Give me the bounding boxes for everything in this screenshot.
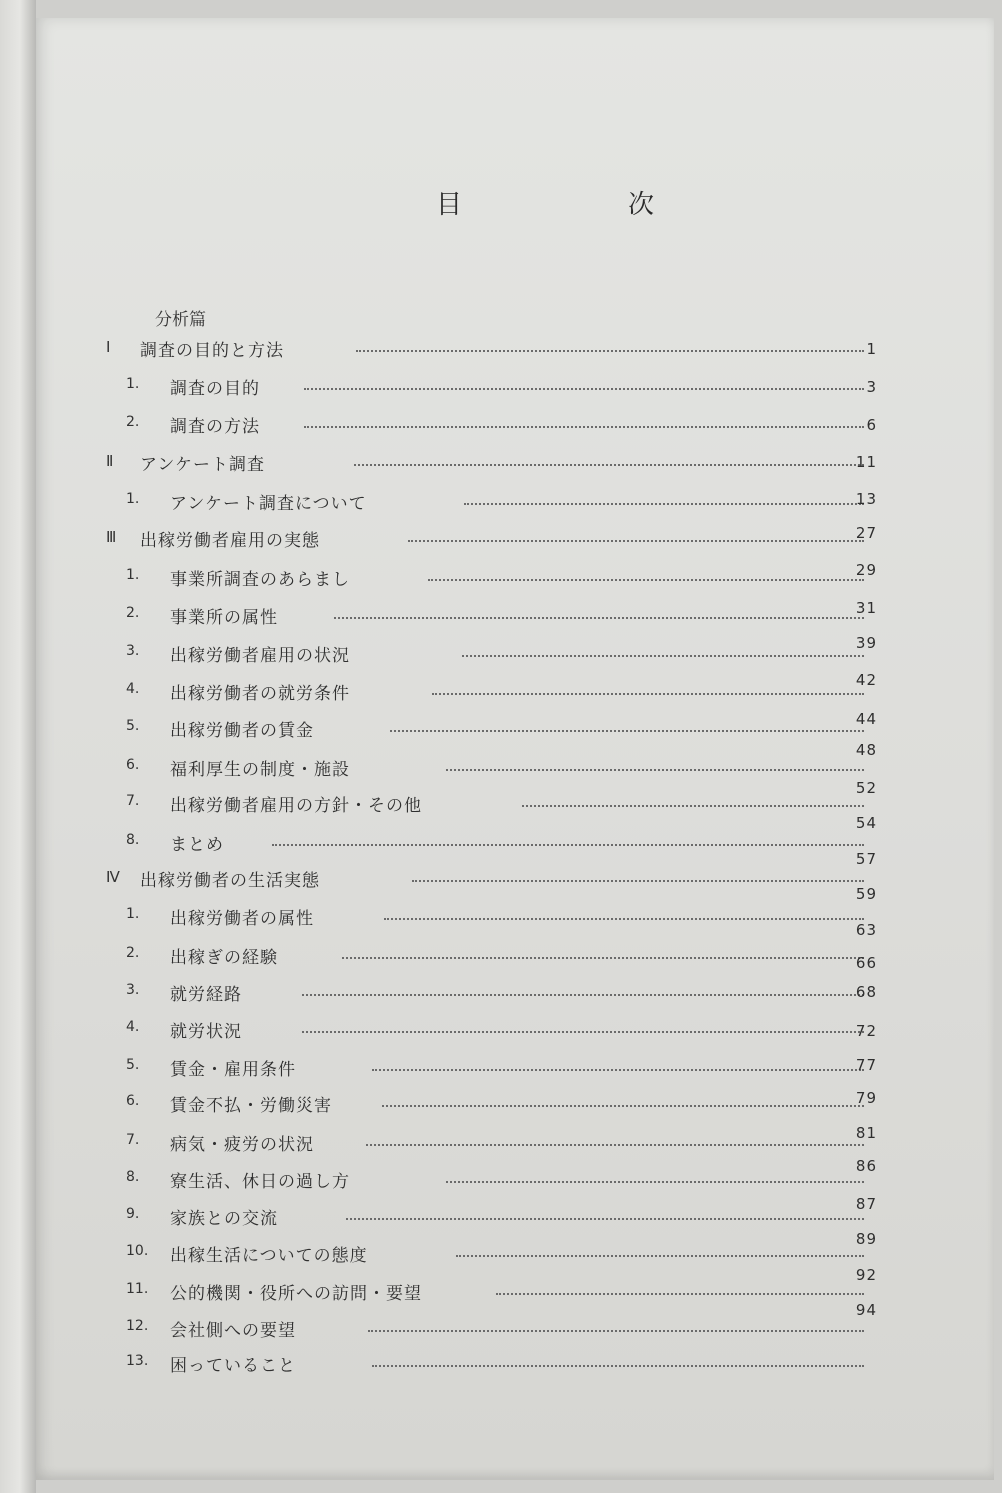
toc-page-number: 11 <box>855 453 877 471</box>
toc-entry-label: 出稼ぎの経験 <box>170 948 278 968</box>
toc-page-number-row <box>36 595 994 621</box>
toc-page-number-row <box>36 1018 994 1044</box>
toc-page-number-row <box>36 1052 994 1078</box>
dot-leader <box>456 1255 864 1257</box>
toc-page-number: 1 <box>866 340 877 358</box>
toc-entry-number: 4. <box>126 1019 140 1035</box>
toc-page-number: 89 <box>855 1230 877 1248</box>
toc-entry-label: まとめ <box>170 835 224 855</box>
dot-leader <box>446 769 864 771</box>
toc-entry-number: 1. <box>126 376 140 392</box>
toc-page-number-row <box>36 881 994 907</box>
toc-entry-number: 1. <box>126 491 140 507</box>
page-title <box>436 184 656 221</box>
toc-entry-number: Ⅳ <box>106 868 120 886</box>
toc-entry-label: 賃金・雇用条件 <box>170 1060 296 1080</box>
toc-entry <box>36 1351 994 1377</box>
toc-page-number: 48 <box>855 741 877 759</box>
toc-page-number: 59 <box>855 885 877 903</box>
toc-page-number: 77 <box>855 1056 877 1074</box>
toc-page-number: 13 <box>855 490 877 508</box>
toc-page-number: 6 <box>866 416 877 434</box>
dot-leader <box>522 805 864 807</box>
toc-entry-number: 2. <box>126 605 140 621</box>
toc-entry-number: Ⅱ <box>106 452 114 470</box>
toc-page-number-row <box>36 1120 994 1146</box>
toc-entry-number: 10. <box>126 1243 149 1259</box>
toc-entry-number: 5. <box>126 1057 140 1073</box>
toc-entry-number: 6. <box>126 757 140 773</box>
toc-entry-number: 11. <box>126 1281 149 1297</box>
toc-page-number-row <box>36 667 994 693</box>
facing-page-edge <box>0 0 36 1493</box>
toc-entry-label: 寮生活、休日の過し方 <box>170 1172 350 1192</box>
toc-entry-label: アンケート調査 <box>140 455 265 475</box>
dot-leader <box>346 1218 864 1220</box>
toc-page-number-row <box>36 706 994 732</box>
toc-entry-number: 7. <box>126 1132 140 1148</box>
toc-page-number-row <box>36 775 994 801</box>
toc-entry-number: 9. <box>126 1206 140 1222</box>
toc-page-number-row <box>36 557 994 583</box>
toc-entry-label: 出稼労働者の賃金 <box>170 721 314 741</box>
toc-entry-label: 家族との交流 <box>170 1209 278 1229</box>
toc-page-number: 87 <box>855 1195 877 1213</box>
toc-entry-label: 出稼労働者の属性 <box>170 909 314 929</box>
title-char-2: 次 <box>627 190 656 220</box>
toc-page-number: 86 <box>855 1157 877 1175</box>
toc-page-number-row <box>36 1153 994 1179</box>
dot-leader <box>446 1181 864 1183</box>
toc-page-number: 63 <box>855 921 877 939</box>
toc-page-number: 3 <box>866 378 877 396</box>
toc-entry-number: 1. <box>126 567 140 583</box>
toc-page-number: 72 <box>855 1022 877 1040</box>
toc-entry-number: 3. <box>126 982 140 998</box>
toc-page-number-row <box>36 950 994 976</box>
toc-page-number-row <box>36 449 994 475</box>
toc-entry-label: 調査の方法 <box>170 417 260 437</box>
toc-page-number-row <box>36 374 994 400</box>
toc-page-number-row <box>36 846 994 872</box>
document-page <box>36 18 994 1480</box>
toc-entry-number: 7. <box>126 793 140 809</box>
dot-leader <box>432 693 864 695</box>
toc-entry-number: 4. <box>126 681 140 697</box>
toc-entry-number: 12. <box>126 1318 149 1334</box>
toc-entry-label: 調査の目的 <box>170 379 260 399</box>
toc-entry-label: 出稼労働者雇用の実態 <box>140 531 320 551</box>
toc-page-number-row <box>36 336 994 362</box>
toc-entry-label: 出稼労働者雇用の状況 <box>170 646 350 666</box>
toc-entry-label: 出稼生活についての態度 <box>170 1246 368 1266</box>
toc-page-number: 57 <box>855 850 877 868</box>
toc-page-number: 66 <box>855 954 877 972</box>
toc-entry-label: 就労経路 <box>170 985 242 1005</box>
toc-entry-label: 困っていること <box>170 1356 296 1376</box>
toc-entry-number: Ⅲ <box>106 528 117 546</box>
toc-entry-label: 就労状況 <box>170 1022 242 1042</box>
toc-page-number: 94 <box>855 1301 877 1319</box>
section-heading: 分析篇 <box>155 310 206 330</box>
dot-leader <box>372 1365 864 1367</box>
toc-entry-label: 賃金不払・労働災害 <box>170 1096 332 1116</box>
toc-page-number: 79 <box>855 1089 877 1107</box>
toc-entry-number: 2. <box>126 945 140 961</box>
dot-leader <box>496 1293 864 1295</box>
toc-entry-label: 事業所の属性 <box>170 608 278 628</box>
toc-page-number: 39 <box>855 634 877 652</box>
dot-leader <box>368 1330 864 1332</box>
toc-entry-number: 8. <box>126 832 140 848</box>
toc-page-number-row <box>36 810 994 836</box>
toc-page-number: 29 <box>855 561 877 579</box>
toc-entry-number: 6. <box>126 1093 140 1109</box>
toc-page-number-row <box>36 1297 994 1323</box>
toc-page-number-row <box>36 1226 994 1252</box>
toc-entry-label: 出稼労働者の就労条件 <box>170 684 350 704</box>
toc-entry-number: 8. <box>126 1169 140 1185</box>
toc-page-number-row <box>36 737 994 763</box>
toc-entry-number: 5. <box>126 718 140 734</box>
toc-page-number-row <box>36 1191 994 1217</box>
toc-entry-label: 出稼労働者雇用の方針・その他 <box>170 796 422 816</box>
toc-entry-label: 会社側への要望 <box>170 1321 296 1341</box>
toc-page-number: 81 <box>855 1124 877 1142</box>
toc-page-number: 68 <box>855 983 877 1001</box>
toc-page-number-row <box>36 1262 994 1288</box>
toc-entry-label: 福利厚生の制度・施設 <box>170 760 350 780</box>
toc-page-number-row <box>36 520 994 546</box>
toc-page-number: 42 <box>855 671 877 689</box>
toc-page-number-row <box>36 486 994 512</box>
toc-entry-number: 2. <box>126 414 140 430</box>
toc-page-number-row <box>36 1085 994 1111</box>
title-char-1: 目 <box>436 190 465 220</box>
toc-entry-number: Ⅰ <box>106 338 111 356</box>
toc-page-number: 31 <box>855 599 877 617</box>
toc-page-number: 52 <box>855 779 877 797</box>
toc-entry-number: 3. <box>126 643 140 659</box>
toc-page-number: 27 <box>855 524 877 542</box>
toc-page-number-row <box>36 979 994 1005</box>
toc-page-number-row <box>36 412 994 438</box>
toc-entry-number: 1. <box>126 906 140 922</box>
toc-entry-number: 13. <box>126 1353 149 1369</box>
toc-entry-label: 病気・疲労の状況 <box>170 1135 314 1155</box>
toc-entry-label: 公的機関・役所への訪問・要望 <box>170 1284 422 1304</box>
toc-page-number: 92 <box>855 1266 877 1284</box>
toc-entry-label: 事業所調査のあらまし <box>170 570 350 590</box>
toc-page-number-row <box>36 630 994 656</box>
toc-page-number: 44 <box>855 710 877 728</box>
toc-page-number-row <box>36 917 994 943</box>
toc-page-number: 54 <box>855 814 877 832</box>
toc-entry-label: アンケート調査について <box>170 494 367 514</box>
toc-entry-label: 出稼労働者の生活実態 <box>140 871 320 891</box>
toc-entry-label: 調査の目的と方法 <box>140 341 284 361</box>
